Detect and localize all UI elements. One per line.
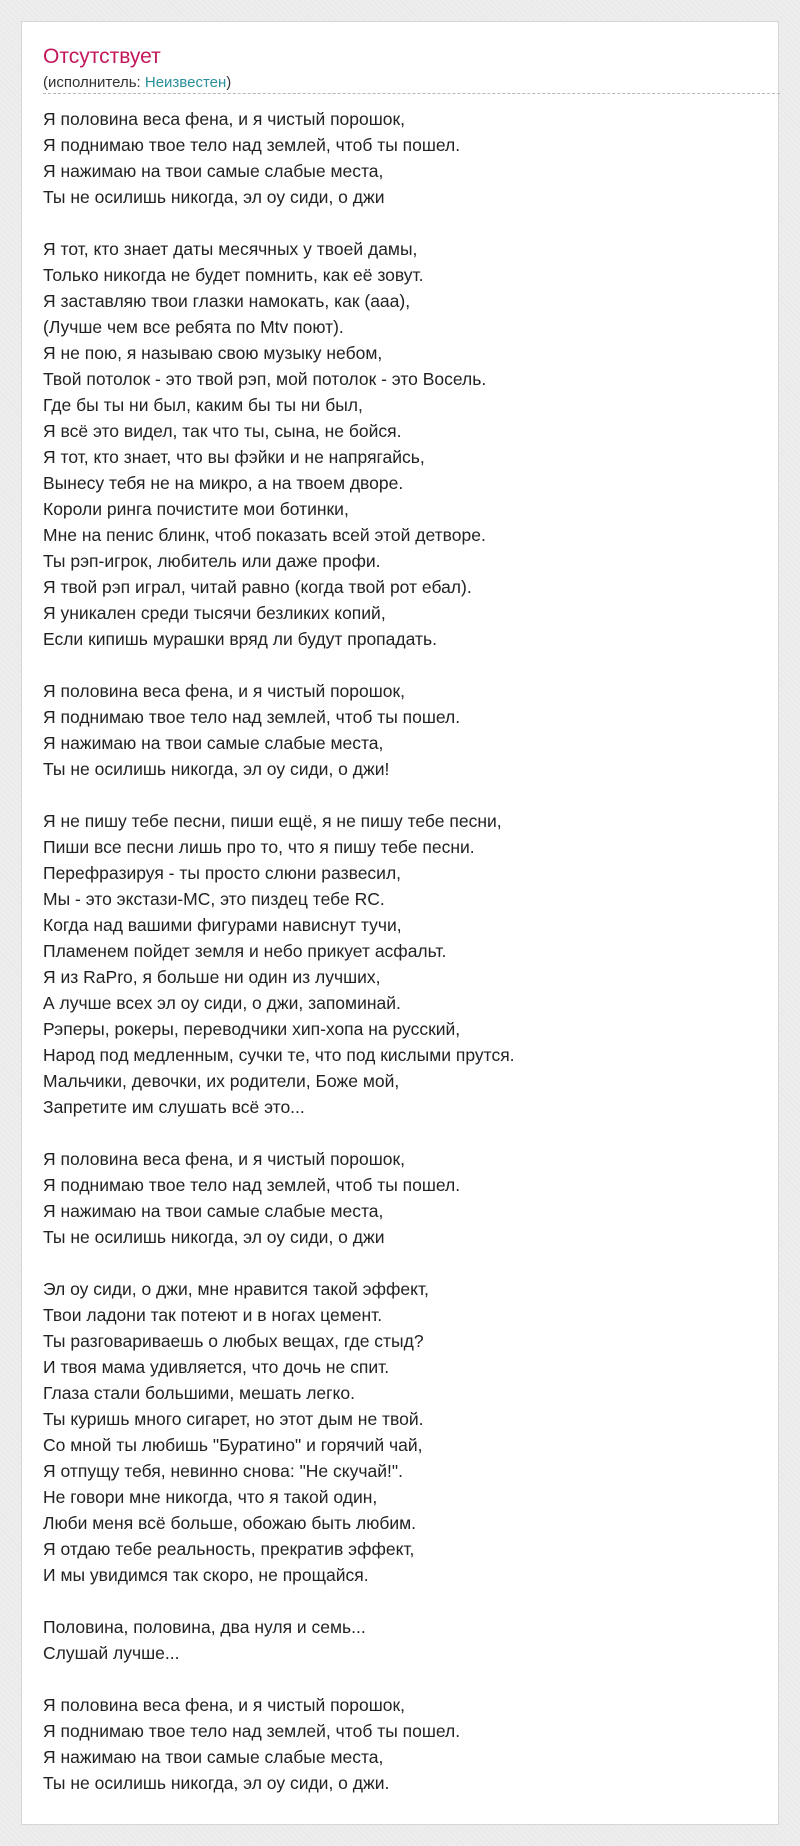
lyric-line: Ты не осилишь никогда, эл оу сиди, о джи!	[43, 759, 390, 779]
lyric-line: Только никогда не будет помнить, как её зовут.	[43, 265, 424, 285]
artist-line	[43, 74, 231, 92]
lyric-line: Мне на пенис блинк, чтоб показать всей этой детворе.	[43, 525, 486, 545]
artist-link[interactable]: Неизвестен	[144, 74, 227, 91]
lyric-line: Я всё это видел, так что ты, сына, не бойся.	[43, 421, 402, 441]
lyric-line: Ты не осилишь никогда, эл оу сиди, о джи.	[43, 1773, 390, 1793]
stanza-gap	[43, 1120, 763, 1146]
lyrics-body	[43, 106, 763, 1796]
lyric-line: Я поднимаю твое тело над землей, чтоб ты пошел.	[43, 1721, 461, 1741]
lyric-line: Пиши все песни лишь про то, что я пишу тебе песни.	[43, 837, 475, 857]
lyric-line: Я отпущу тебя, невинно снова: "Не скучай!".	[43, 1461, 403, 1481]
lyric-line: Я половина веса фена, и я чистый порошок,	[43, 681, 406, 701]
lyric-line: Народ под медленным, сучки те, что под кислыми прутся.	[43, 1045, 515, 1065]
artist-prefix: (исполнитель:	[43, 74, 145, 91]
lyric-line: Я уникален среди тысячи безликих копий,	[43, 603, 386, 623]
lyric-line: Я нажимаю на твои самые слабые места,	[43, 1747, 384, 1767]
lyric-line: Слушай лучше...	[43, 1643, 180, 1663]
header-divider	[43, 93, 780, 94]
lyric-line: Я не пою, я называю свою музыку небом,	[43, 343, 383, 363]
lyric-line: Я поднимаю твое тело над землей, чтоб ты пошел.	[43, 135, 461, 155]
lyric-line: И мы увидимся так скоро, не прощайся.	[43, 1565, 369, 1585]
lyric-line: Запретите им слушать всё это...	[43, 1097, 305, 1117]
song-title: Отсутствует	[43, 45, 161, 68]
lyric-line: Я нажимаю на твои самые слабые места,	[43, 161, 384, 181]
lyric-line: Я половина веса фена, и я чистый порошок,	[43, 1149, 406, 1169]
stanza-gap	[43, 210, 763, 236]
lyric-line: Рэперы, рокеры, переводчики хип-хопа на русский,	[43, 1019, 461, 1039]
lyric-line: Ты рэп-игрок, любитель или даже профи.	[43, 551, 381, 571]
lyric-line: Я половина веса фена, и я чистый порошок,	[43, 109, 406, 129]
lyric-line: Я твой рэп играл, читай равно (когда твой рот ебал).	[43, 577, 472, 597]
artist-suffix: )	[226, 74, 232, 91]
stanza-gap	[43, 1250, 763, 1276]
lyric-line: Я половина веса фена, и я чистый порошок,	[43, 1695, 406, 1715]
lyric-line: Я из RaPro, я больше ни один из лучших,	[43, 967, 381, 987]
lyric-line: А лучше всех эл оу сиди, о джи, запоминай.	[43, 993, 401, 1013]
lyric-line: Я нажимаю на твои самые слабые места,	[43, 733, 384, 753]
lyric-line: Со мной ты любишь "Буратино" и горячий чай,	[43, 1435, 423, 1455]
lyric-line: Когда над вашими фигурами нависнут тучи,	[43, 915, 402, 935]
lyric-line: Глаза стали большими, мешать легко.	[43, 1383, 355, 1403]
lyric-line: Не говори мне никогда, что я такой один,	[43, 1487, 378, 1507]
lyric-line: Мы - это экстази-MC, это пиздец тебе RC.	[43, 889, 385, 909]
lyric-line: Ты не осилишь никогда, эл оу сиди, о джи	[43, 187, 385, 207]
lyric-line: Я нажимаю на твои самые слабые места,	[43, 1201, 384, 1221]
lyric-line: (Лучше чем все ребята по Mtv поют).	[43, 317, 344, 337]
lyric-line: Пламенем пойдет земля и небо прикует асфальт.	[43, 941, 447, 961]
lyric-line: Половина, половина, два нуля и семь...	[43, 1617, 366, 1637]
lyric-line: Я поднимаю твое тело над землей, чтоб ты пошел.	[43, 1175, 461, 1195]
lyric-line: Я тот, кто знает, что вы фэйки и не напрягайсь,	[43, 447, 425, 467]
lyric-line: Где бы ты ни был, каким бы ты ни был,	[43, 395, 363, 415]
lyric-line: Люби меня всё больше, обожаю быть любим.	[43, 1513, 417, 1533]
lyric-line: Я заставляю твои глазки намокать, как (ааа),	[43, 291, 411, 311]
lyric-line: Ты не осилишь никогда, эл оу сиди, о джи	[43, 1227, 385, 1247]
lyric-line: Ты куришь много сигарет, но этот дым не твой.	[43, 1409, 424, 1429]
lyric-line: И твоя мама удивляется, что дочь не спит.	[43, 1357, 390, 1377]
lyric-line: Если кипишь мурашки вряд ли будут пропадать.	[43, 629, 437, 649]
stanza-gap	[43, 1666, 763, 1692]
lyric-line: Короли ринга почистите мои ботинки,	[43, 499, 349, 519]
lyric-line: Эл оу сиди, о джи, мне нравится такой эффект,	[43, 1279, 429, 1299]
lyric-line: Я поднимаю твое тело над землей, чтоб ты пошел.	[43, 707, 461, 727]
stanza-gap	[43, 782, 763, 808]
lyric-line: Я тот, кто знает даты месячных у твоей дамы,	[43, 239, 418, 259]
lyric-line: Твой потолок - это твой рэп, мой потолок - это Восель.	[43, 369, 487, 389]
lyric-line: Ты разговариваешь о любых вещах, где стыд?	[43, 1331, 424, 1351]
lyric-line: Твои ладони так потеют и в ногах цемент.	[43, 1305, 383, 1325]
lyric-line: Мальчики, девочки, их родители, Боже мой,	[43, 1071, 400, 1091]
lyric-line: Перефразируя - ты просто слюни развесил,	[43, 863, 402, 883]
lyric-line: Вынесу тебя не на микро, а на твоем дворе.	[43, 473, 404, 493]
stanza-gap	[43, 652, 763, 678]
lyric-line: Я отдаю тебе реальность, прекратив эффект,	[43, 1539, 415, 1559]
stanza-gap	[43, 1588, 763, 1614]
lyrics-card	[21, 21, 779, 1825]
lyric-line: Я не пишу тебе песни, пиши ещё, я не пишу тебе песни,	[43, 811, 502, 831]
